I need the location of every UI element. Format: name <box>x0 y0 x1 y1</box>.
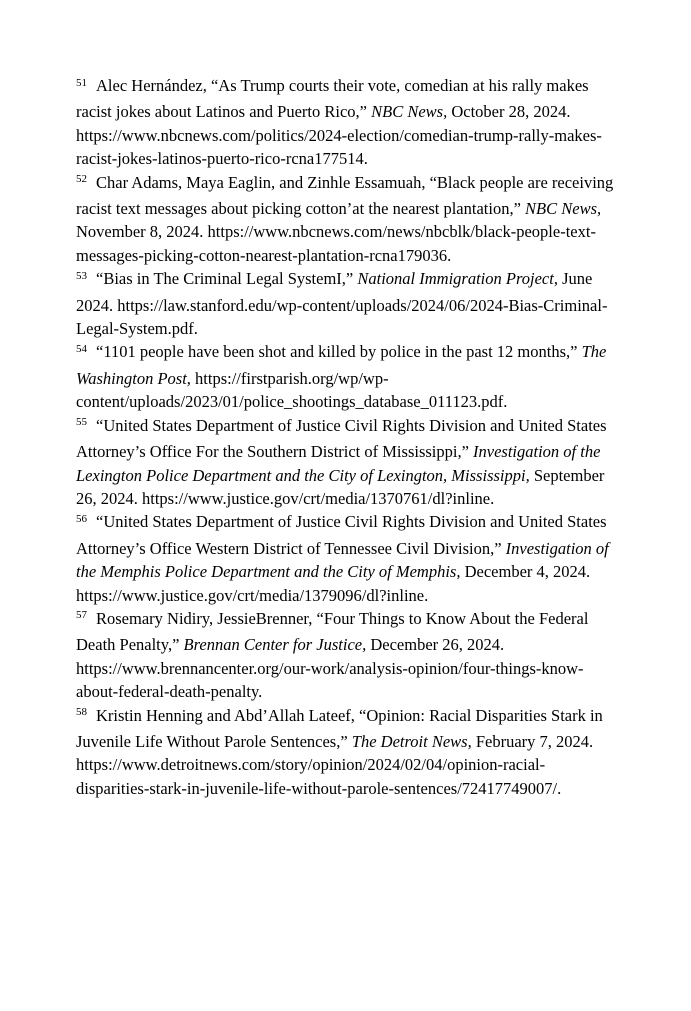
footnote-source-name: The Detroit News, <box>351 731 472 751</box>
footnote-number: 52 <box>76 173 87 186</box>
footnote-number: 58 <box>76 706 87 719</box>
footnote-source-name: National Immigration Project <box>357 269 554 289</box>
footnote-source-name: The Washington Post, <box>76 342 607 388</box>
footnote-source-name: Investigation of the Lexington Police Department and the City of Lexington, Mississippi, <box>76 442 601 485</box>
footnote-text: “Bias in The Criminal Legal SystemI,” <box>96 269 358 289</box>
footnote-text: Rosemary Nidiry, JessieBrenner, “Four Things to Know About the Federal Death Penalty,” <box>76 608 589 655</box>
footnote <box>76 340 617 413</box>
footnote-url: https://www.nbcnews.com/news/nbcblk/black-people-text-messages-picking-cotton-nearest-plantation-rcna179036. <box>76 222 596 265</box>
footnote-url: https://www.detroitnews.com/story/opinion/2024/02/04/opinion-racial-disparities-stark-in-juvenile-life-without-parole-sentences/72417749007/. <box>76 755 562 798</box>
footnote <box>76 607 617 704</box>
footnote-source-name: Brennan Center for Justice, <box>183 635 367 655</box>
footnotes-section <box>76 74 617 800</box>
footnote-text: February 7, 2024. <box>471 731 594 751</box>
footnote-number: 56 <box>76 512 87 525</box>
footnote-number: 54 <box>76 342 87 355</box>
footnote <box>76 704 617 801</box>
footnote-source-name: NBC News, <box>371 102 448 122</box>
footnote-text: “1101 people have been shot and killed by police in the past 12 months,” <box>96 342 582 362</box>
footnote-text: September 26, 2024. <box>76 465 605 508</box>
footnote-number: 51 <box>76 76 87 89</box>
footnote-text: October 28, 2024. <box>447 102 571 122</box>
footnote-text: Alec Hernández, “As Trump courts their vote, comedian at his rally makes racist jokes about Latinos and Puerto Rico,” <box>76 76 589 122</box>
footnote-text: Kristin Henning and Abd’Allah Lateef, “Opinion: Racial Disparities Stark in Juvenile Life Without Parole Sentences,” <box>76 705 603 751</box>
footnote-number: 55 <box>76 416 87 429</box>
footnote <box>76 510 617 607</box>
footnote-text: “United States Department of Justice Civil Rights Division and United States Attorney’s Office For the Southern District of Mississippi,” <box>76 415 607 462</box>
footnote-url: https://www.justice.gov/crt/media/1370761/dl?inline. <box>142 488 495 508</box>
footnote-text: December 4, 2024. <box>460 562 591 582</box>
footnote-number: 57 <box>76 609 87 622</box>
footnote-url: https://firstparish.org/wp/wp-content/uploads/2023/01/police_shootings_database_011123.pdf. <box>76 368 508 412</box>
footnote-source-name: NBC News, <box>525 199 602 219</box>
footnote <box>76 171 617 268</box>
footnote-url: https://www.brennancenter.org/our-work/analysis-opinion/four-things-know-about-federal-death-penalty. <box>76 658 584 702</box>
footnote-url: https://law.stanford.edu/wp-content/uploads/2024/06/2024-Bias-Criminal-Legal-System.pdf. <box>76 295 608 339</box>
footnote-number: 53 <box>76 269 87 282</box>
footnote <box>76 74 617 171</box>
footnote <box>76 267 617 340</box>
footnote-text: Char Adams, Maya Eaglin, and Zinhle Essamuah, “Black people are receiving racist text messages about picking cotton’at the nearest plantation,” <box>76 172 614 219</box>
footnote-url: https://www.justice.gov/crt/media/1379096/dl?inline. <box>76 585 429 605</box>
footnote-text: , June 2024. <box>76 269 593 315</box>
footnote-source-name: Investigation of the Memphis Police Department and the City of Memphis, <box>76 538 609 582</box>
footnote-text: November 8, 2024. <box>76 222 208 242</box>
footnote-url: https://www.nbcnews.com/politics/2024-election/comedian-trump-rally-makes-racist-jokes-latinos-puerto-rico-rcna177514. <box>76 125 602 169</box>
footnote <box>76 414 617 511</box>
footnote-text: “United States Department of Justice Civil Rights Division and United States Attorney’s Office Western District of Tennessee Civil Division,” <box>76 512 607 558</box>
footnote-text: December 26, 2024. <box>366 635 505 655</box>
